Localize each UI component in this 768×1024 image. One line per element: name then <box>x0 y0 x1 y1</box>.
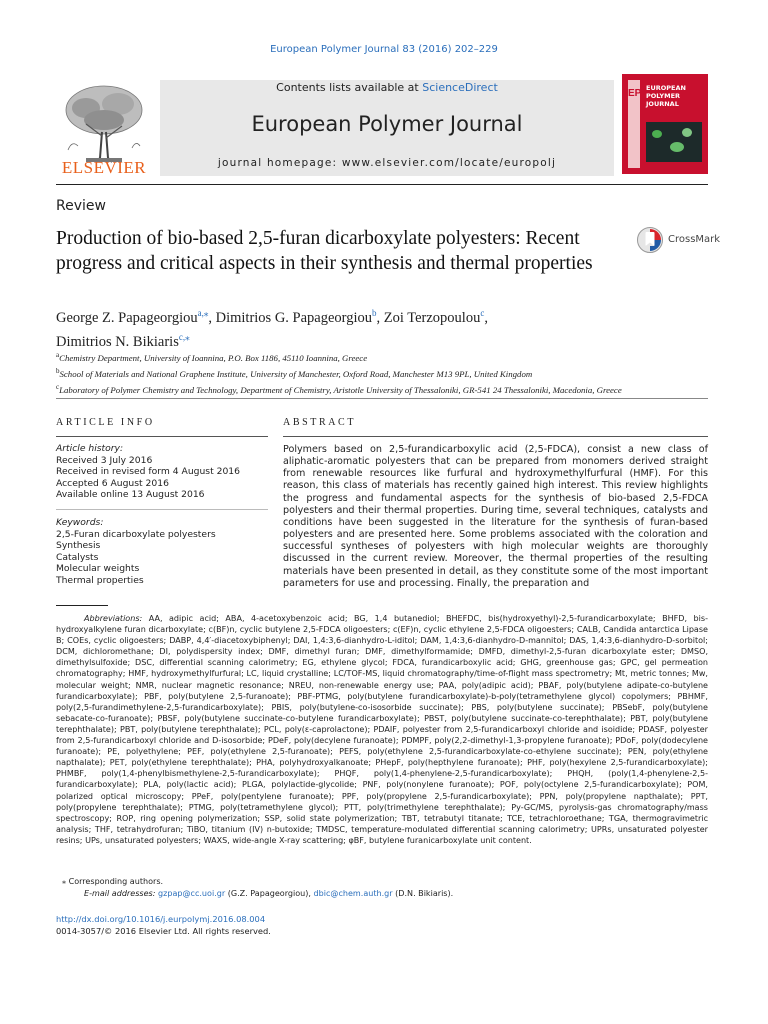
affiliation <box>56 349 716 365</box>
abstract-heading: ABSTRACT <box>283 417 357 428</box>
cover-title <box>646 84 706 108</box>
elsevier-wordmark: ELSEVIER <box>61 158 147 177</box>
keywords <box>56 517 268 587</box>
history-entry: Received in revised form 4 August 2016 <box>56 466 240 478</box>
author-affil-sup[interactable]: b <box>372 308 377 318</box>
email-owner: (D.N. Bikiaris). <box>392 889 454 898</box>
article-history-label: Article history: <box>56 443 124 454</box>
sciencedirect-link[interactable]: ScienceDirect <box>422 81 498 94</box>
cover-line: JOURNAL <box>646 100 679 108</box>
affiliation-text: School of Materials and National Graphene Institute, University of Manchester, Oxford Road, Manchester M13 9PL, United Kingdom <box>59 368 533 379</box>
footnote-rule <box>56 605 108 606</box>
abstract-rule <box>283 436 708 437</box>
article-type: Review <box>56 198 106 214</box>
article-info-heading: ARTICLE INFO <box>56 417 155 428</box>
keyword: 2,5-Furan dicarboxylate polyesters <box>56 528 216 540</box>
author-separator: , <box>484 309 488 326</box>
article-info-rule <box>56 436 268 437</box>
affiliation-divider <box>56 398 708 399</box>
author-list <box>56 304 656 352</box>
keyword: Thermal properties <box>56 574 144 586</box>
abstract-text: Polymers based on 2,5-furandicarboxylic acid (2,5-FDCA), consist a new class of aliphatic-aromatic polyesters that can be prepared from monomers derived straight from renewable resources like furfural and hydroxymethylfurfural (HMF). For this reason, this class of materials has recently gained high interest. This review highlights the progress and fundamental aspects for the synthesis of bio-based 2,5-FDCA polyesters and their thermal properties. During time, several techniques, catalysts and conditions have been suggested in the literature for the synthesis of furan-based polyesters and are presented here. Some problems associated with the coloration and successful syntheses of polyesters with high molecular weights are thoroughly discussed in the current review. Moreover, the thermal properties of the resulting materials have been presented in detail, as they constitute some of the most important parameters for use and processing. Finally, the preparation and <box>283 444 708 589</box>
keyword: Synthesis <box>56 540 101 552</box>
email-link-papageorgiou[interactable]: gzpap@cc.uoi.gr <box>158 889 226 898</box>
cover-line: POLYMER <box>646 92 681 100</box>
article-history <box>56 443 268 501</box>
affiliation-sup: b <box>56 366 60 375</box>
contents-line <box>160 81 614 94</box>
doi-link[interactable]: http://dx.doi.org/10.1016/j.eurpolymj.2016.08.004 <box>56 914 266 924</box>
cover-image <box>646 122 702 162</box>
email-label: E-mail addresses: <box>84 889 158 898</box>
affiliation-sup: a <box>56 351 60 359</box>
author-affil-sup[interactable]: a,⁎ <box>197 308 209 318</box>
history-entry: Received 3 July 2016 <box>56 454 153 466</box>
contents-prefix: Contents lists available at <box>276 81 423 94</box>
author-name[interactable]: Dimitrios G. Papageorgiou <box>215 309 373 326</box>
crossmark-icon <box>636 226 664 254</box>
author-affil-sup[interactable]: c <box>480 308 485 318</box>
author-name[interactable]: Dimitrios N. Bikiaris <box>56 333 179 350</box>
journal-cover <box>622 74 708 174</box>
keywords-rule <box>56 509 268 510</box>
email-owner: (G.Z. Papageorgiou), <box>225 889 314 898</box>
author-separator: , <box>376 309 384 326</box>
author-separator: , <box>208 309 216 326</box>
keywords-label: Keywords: <box>56 517 104 528</box>
cover-letters: EPJ <box>628 88 647 99</box>
crossmark-label: CrossMark <box>668 234 721 245</box>
journal-citation[interactable]: European Polymer Journal 83 (2016) 202–229 <box>270 44 498 55</box>
author-affil-sup[interactable]: c,⁎ <box>178 331 190 342</box>
affiliation-text: Chemistry Department, University of Ioannina, P.O. Box 1186, 45110 Ioannina, Greece <box>59 352 368 363</box>
keyword: Catalysts <box>56 551 99 563</box>
abbreviations-footnote <box>56 613 708 846</box>
corresponding-authors-note: ⁎ Corresponding authors. <box>62 877 164 886</box>
header-divider <box>56 184 708 185</box>
author-name[interactable]: Zoi Terzopoulou <box>383 309 481 326</box>
journal-title: European Polymer Journal <box>251 112 523 136</box>
affiliation <box>56 365 716 381</box>
journal-homepage[interactable]: journal homepage: www.elsevier.com/locate/europolj <box>217 157 557 169</box>
affiliation-text: Laboratory of Polymer Chemistry and Technology, Department of Chemistry, Aristotle University of Thessaloniki, GR-541 24 Thessaloniki, Macedonia, Greece <box>59 384 622 395</box>
author-name[interactable]: George Z. Papageorgiou <box>56 309 198 326</box>
article-title: Production of bio-based 2,5-furan dicarboxylate polyesters: Recent progress and critical aspects in their synthesis and thermal properties <box>56 228 593 274</box>
email-addresses <box>56 888 708 899</box>
elsevier-logo <box>56 80 152 178</box>
affiliation-sup: c <box>56 382 60 391</box>
history-entry: Accepted 6 August 2016 <box>56 477 169 489</box>
affiliation-list <box>56 349 716 397</box>
history-entry: Available online 13 August 2016 <box>56 489 205 501</box>
cover-letter-strip <box>628 80 647 168</box>
abbreviations-label: Abbreviations: <box>84 614 143 623</box>
abbreviations-text: AA, adipic acid; ABA, 4-acetoxybenzoic acid; BG, 1,4 butanediol; BHEFDC, bis(hydroxyethyl)-2,5-furandicarboxylate; BHFD, bis-hydroxyalkylene furan dicarboxylate; c(BF)n, cyclic butylene 2,5-FDCA oligoesters; c(EF)n, cyclic ethylene 2,5-FDCA oligoesters; CALB, Candida antarctica Lipase B; COEs, cyclic oligoesters; DABP, 4,4′-diacetoxybiphenyl; DAI, 1,4:3,6-dianhydro-L-iditol; DAM, 1,4:3,6-dianhydro-D-mannitol; DAS, 1,4:3,6-dianhydro-D-sorbitol; DCM, dichloromethane; DI, polydispersity index; DMF, dimethyl furan; DMF, dimethylformamide; DMFD, dimethyl-2,5-furan dicarboxylate ester; DMSO, dimethylsulfoxide; DSC, differential scanning calorimetry; EG, ethylene glycol; FDCA, furandicarboxylic acid; GHG, greenhouse gas; GPC, gel permeation chromatography; HMF, hydroxymethylfurfural; LC, liquid crystalline; LC/TOF-MS, liquid chromatography/time-of-flight mass spectrometry; Mt, metric tonnes; Mw, molecular weight; NMR, nuclear magnetic resonance; NREU, non-renewable energy use; PAA, poly(adipic acid); PBAF, poly(butylene adipate-co-butylene furandicarboxylate); PBF, poly(butylene 2,5-furanoate); PBF-PTMG, poly(butylene furandicarboxylate)-b-poly(tetramethylene glycol) copolymers; PBHMF, poly(2,5-furandimethylene-2,5-furandicarboxylate); PBIS, poly(butylene-co-isosorbide succinate); PBS, poly(butylene succinate); PBSebF, poly(butylene sebacate-co-furanoate); PBSF, poly(butylene succinate-co-butylene furandicarboxylate); PBST, poly(butylene succinate-co-terephthalate); PBT, poly(butylene terephthalate); PBT, poly(butylene terephthalate); PCL, poly(ε-caprolactone); PDAIF, polyester from 2,5-furandicarboxyl chloride and isoidide; PDASF, polyester from 2,5-furandicarboxyl chloride and D-isosorbide; PDeF, poly(decylene furanoate); PDMPF, poly(2,2-dimethyl-1,3-propylene furanoate); PDoF, poly(dodecylene furanoate); PE, polyethylene; PEF, poly(ethylene 2,5-furanoate); PEFS, poly(ethylene 2,5-furandicarboxylate-co-ethylene succinate); PEN, poly(ethylene napthalate); PET, poly(ethylene terephthalate); PHA, polyhydroxyalkanoate; PHepF, poly(hepthylene furanoate); PHF, poly(hexylene 2,5-furandicarboxylate); PHMBF, poly(1,4-phenylbismethylene-2,5-furandicarboxylate); PHQF, poly(1,4-phenylene-2,5-furandicarboxylate); PHQH, (poly(1,4-phenylene-2,5-furandicarboxylate); PLA, poly(lactic acid); PLGA, polylactide-glycolide; PNF, poly(nonylene furanoate); POF, poly(octylene 2,5-furandicarboxylate); POM, polarized optical microscopy; PPeF, poly(pentylene furanoate); PPF, poly(propylene 2,5-furandicarboxylate); PPN, poly(propylene napthalate); PPT, poly(propylene terephthalate); PTMG, poly(tetramethylene glycol); PTT, poly(trimethylene terephthalate); Py-GC/MS, pyrolysis-gas chromatography/mass spectroscopy; ROP, ring opening polymerization; SSP, solid state polymerization; TBT, tetrabutyl titanate; TCE, tetrachloroethane; TGA, thermogravimetric analysis; THF, tetrahydrofuran; TiBO, titanium (IV) n-butoxide; TMDSC, temperature-modulated differential scanning calorimetry; UPRs, unsaturated polyester resins; UPs, unsaturated polyesters; WAXS, wide-angle X-ray scattering; φBF, butylene furanicarboxylate unit content. <box>56 614 708 845</box>
copyright-line: 0014-3057/© 2016 Elsevier Ltd. All rights reserved. <box>56 926 271 936</box>
crossmark-badge[interactable] <box>636 226 736 256</box>
affiliation <box>56 381 716 397</box>
cover-line: EUROPEAN <box>646 84 686 92</box>
keyword: Molecular weights <box>56 563 140 575</box>
email-link-bikiaris[interactable]: dbic@chem.auth.gr <box>313 889 393 898</box>
